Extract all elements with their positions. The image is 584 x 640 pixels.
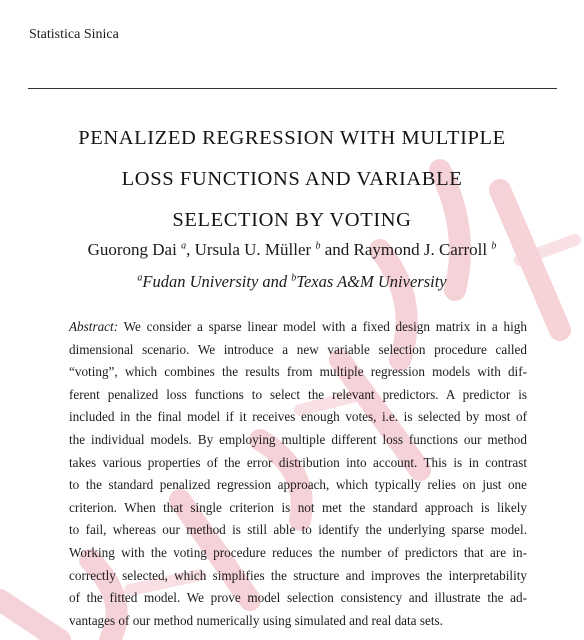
- abstract-label: Abstract:: [69, 319, 119, 334]
- journal-name: Statistica Sinica: [29, 27, 119, 42]
- title-line: SELECTION BY VOTING: [172, 209, 412, 231]
- abstract-line: takes various properties of the error distribution into account. This is in contrast: [69, 454, 527, 470]
- author-affiliation-mark: b: [491, 240, 497, 252]
- paper-title: [20, 118, 564, 241]
- affiliation-mark: b: [291, 272, 297, 284]
- abstract-line: [69, 316, 527, 339]
- abstract: [69, 316, 527, 632]
- abstract-line: correctly selected, which simplifies the structure and improves the interpretability: [69, 567, 527, 583]
- title-line: LOSS FUNCTIONS AND VARIABLE: [121, 168, 463, 190]
- abstract-line: the individual models. By employing multiple different loss functions our method: [69, 431, 527, 447]
- affiliation-separator: and: [258, 272, 292, 291]
- abstract-line: “voting”, which combines the results from multiple regression models with dif-: [69, 364, 527, 380]
- abstract-line: ferent penalized loss functions to select the relevant predictors. A predictor is: [69, 386, 527, 402]
- author-affiliation-mark: b: [315, 240, 321, 252]
- title-line: PENALIZED REGRESSION WITH MULTIPLE: [78, 127, 506, 149]
- abstract-line: of the fitted model. We prove model selection consistency and illustrate the ad-: [69, 590, 527, 606]
- affiliation-name: Fudan University: [142, 272, 259, 291]
- header-rule: [28, 88, 557, 89]
- abstract-line: vantages of our method numerically using simulated and real data sets.: [69, 612, 443, 628]
- author-name: Guorong Dai: [87, 240, 177, 259]
- author-separator: and: [320, 240, 354, 259]
- author-affiliation-mark: a: [181, 240, 187, 252]
- abstract-line: dimensional scenario. We introduce a new variable selection procedure called: [69, 341, 527, 357]
- abstract-line: criterion. When that single criterion is not met the standard approach is likely: [69, 499, 527, 515]
- affiliation-name: Texas A&M University: [296, 272, 447, 291]
- author-separator: ,: [186, 240, 195, 259]
- author-name: Raymond J. Carroll: [353, 240, 488, 259]
- author-name: Ursula U. Müller: [194, 240, 312, 259]
- abstract-line: to the standard penalized regression approach, which typically relies on just one: [69, 477, 527, 493]
- affiliation-mark: a: [137, 272, 143, 284]
- abstract-line: Working with the voting procedure reduces the number of predictors that are in-: [69, 544, 527, 560]
- abstract-line-text: We consider a sparse linear model with a fixed design matrix in a high: [118, 319, 527, 334]
- affiliation-list: [20, 272, 564, 292]
- abstract-line: included in the final model if it receives enough votes, i.e. is selected by most of: [69, 409, 527, 425]
- abstract-line: to fail, whereas our method is still able to identify the underlying sparse model.: [69, 522, 527, 538]
- watermark-stroke: [0, 600, 60, 640]
- author-list: [20, 240, 564, 260]
